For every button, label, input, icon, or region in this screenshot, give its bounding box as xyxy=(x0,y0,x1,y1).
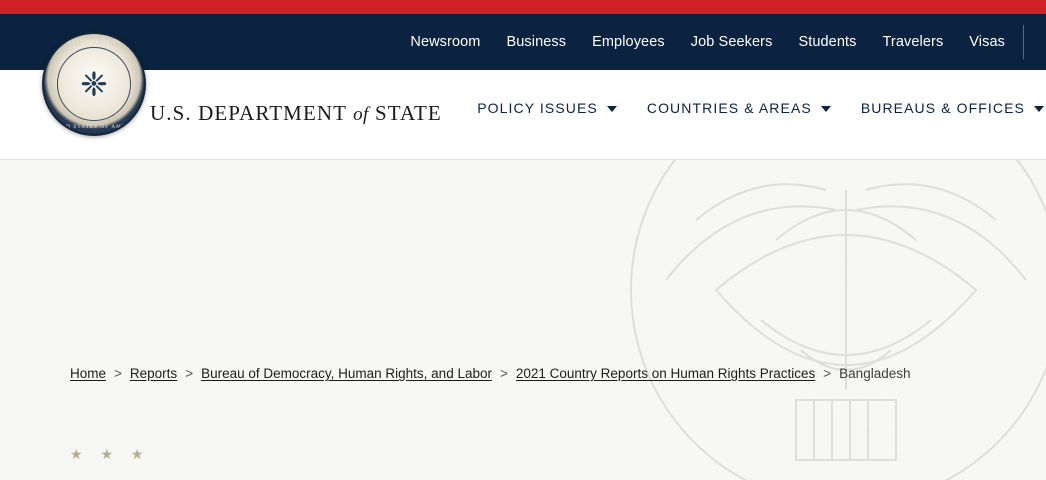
breadcrumb-separator: > xyxy=(499,366,508,381)
nav-item-bureaus-and-offices-label: BUREAUS & OFFICES xyxy=(860,100,1025,116)
eagle-icon: ❈ xyxy=(80,65,108,103)
chevron-down-icon[interactable] xyxy=(821,106,831,112)
utility-navigation-bar xyxy=(0,14,1046,70)
breadcrumb xyxy=(70,366,910,381)
breadcrumb-separator: > xyxy=(114,366,122,381)
nav-item-countries-and-areas[interactable] xyxy=(647,100,831,116)
top-red-accent-bar xyxy=(0,0,1046,14)
department-title-part1: U.S. DEPARTMENT xyxy=(150,101,347,125)
utility-link-job-seekers[interactable]: Job Seekers xyxy=(690,34,773,50)
watermark-line-pattern xyxy=(546,160,1046,480)
page-content-area xyxy=(0,160,1046,480)
chevron-down-icon[interactable] xyxy=(607,106,617,112)
nav-item-policy-issues[interactable] xyxy=(477,100,617,116)
utility-nav-divider xyxy=(1023,25,1024,59)
breadcrumb-current-bangladesh: Bangladesh xyxy=(839,366,911,381)
seal-text-top: DEPARTMENT OF STATE xyxy=(54,38,134,45)
decorative-stars: ★ ★ ★ xyxy=(70,446,151,462)
breadcrumb-separator: > xyxy=(185,366,194,381)
utility-link-business[interactable]: Business xyxy=(506,34,567,50)
nav-item-policy-issues-label: POLICY ISSUES xyxy=(477,100,598,116)
utility-nav-links xyxy=(410,34,1023,50)
seal-text-bottom: UNITED STATES OF AMERICA xyxy=(45,123,143,130)
utility-link-students[interactable]: Students xyxy=(798,34,857,50)
watermark-left-decoration xyxy=(0,160,300,480)
nav-item-bureaus-and-offices[interactable] xyxy=(861,100,1044,116)
department-title-part2: STATE xyxy=(375,101,442,125)
utility-link-travelers[interactable]: Travelers xyxy=(882,34,944,50)
breadcrumb-link-reports[interactable]: Reports xyxy=(129,366,178,381)
great-seal-watermark xyxy=(546,160,1046,480)
breadcrumb-link-country-reports[interactable]: 2021 Country Reports on Human Rights Practices xyxy=(515,366,816,381)
breadcrumb-link-home[interactable]: Home xyxy=(70,366,107,381)
department-of-state-seal-logo[interactable] xyxy=(42,32,146,136)
utility-link-employees[interactable]: Employees xyxy=(592,34,665,50)
department-title-of: of xyxy=(353,104,369,125)
primary-navigation xyxy=(477,100,1046,116)
nav-item-countries-and-areas-label: COUNTRIES & AREAS xyxy=(646,100,812,116)
utility-link-newsroom[interactable]: Newsroom xyxy=(410,34,481,50)
utility-link-visas[interactable]: Visas xyxy=(969,34,1005,50)
chevron-down-icon[interactable] xyxy=(1034,106,1044,112)
breadcrumb-link-bureau[interactable]: Bureau of Democracy, Human Rights, and Labor xyxy=(201,366,492,381)
watermark-eagle-svg xyxy=(546,160,1046,480)
breadcrumb-separator: > xyxy=(823,366,832,381)
department-title[interactable] xyxy=(150,101,442,126)
